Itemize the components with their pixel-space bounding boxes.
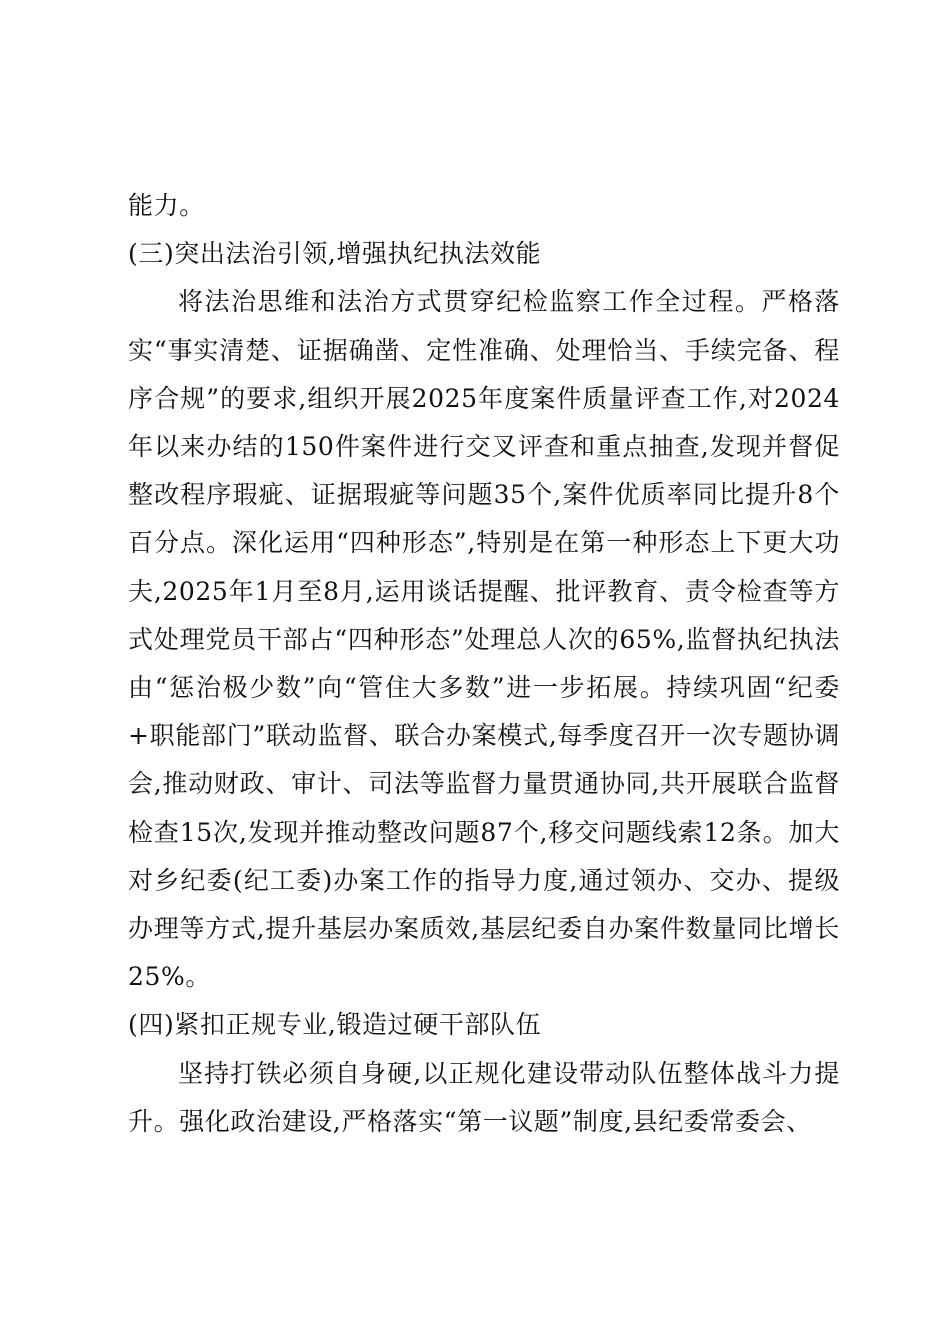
paragraph-team-building: 坚持打铁必须自身硬,以正规化建设带动队伍整体战斗力提升。强化政治建设,严格落实“第一议题”制度,县纪委常委会、 [128,1058,840,1136]
paragraph-continuation: 能力。 [128,191,205,220]
section-heading-four: (四)紧扣正规专业,锻造过硬干部队伍 [128,1010,542,1040]
section-heading-three: (三)突出法治引领,增强执纪执法效能 [128,239,542,269]
document-body [128,182,840,1146]
paragraph-rule-of-law: 将法治思维和法治方式贯穿纪检监察工作全过程。严格落实“事实清楚、证据确凿、定性准确、处理恰当、手续完备、程序合规”的要求,组织开展2025年度案件质量评查工作,对2024年以来办结的150件案件进行交叉评查和重点抽查,发现并督促整改程序瑕疵、证据瑕疵等问题35个,案件优质率同比提升8个百分点。深化运用“四种形态”,特别是在第一种形态上下更大功夫,2025年1月至8月,运用谈话提醒、批评教育、责令检查等方式处理党员干部占“四种形态”处理总人次的65%,监督执纪执法由“惩治极少数”向“管住大多数”进一步拓展。持续巩固“纪委+职能部门”联动监督、联合办案模式,每季度召开一次专题协调会,推动财政、审计、司法等监督力量贯通协同,共开展联合监督检查15次,发现并推动整改问题87个,移交问题线索12条。加大对乡纪委(纪工委)办案工作的指导力度,通过领办、交办、提级办理等方式,提升基层办案质效,基层纪委自办案件数量同比增长25%。 [128,287,840,992]
